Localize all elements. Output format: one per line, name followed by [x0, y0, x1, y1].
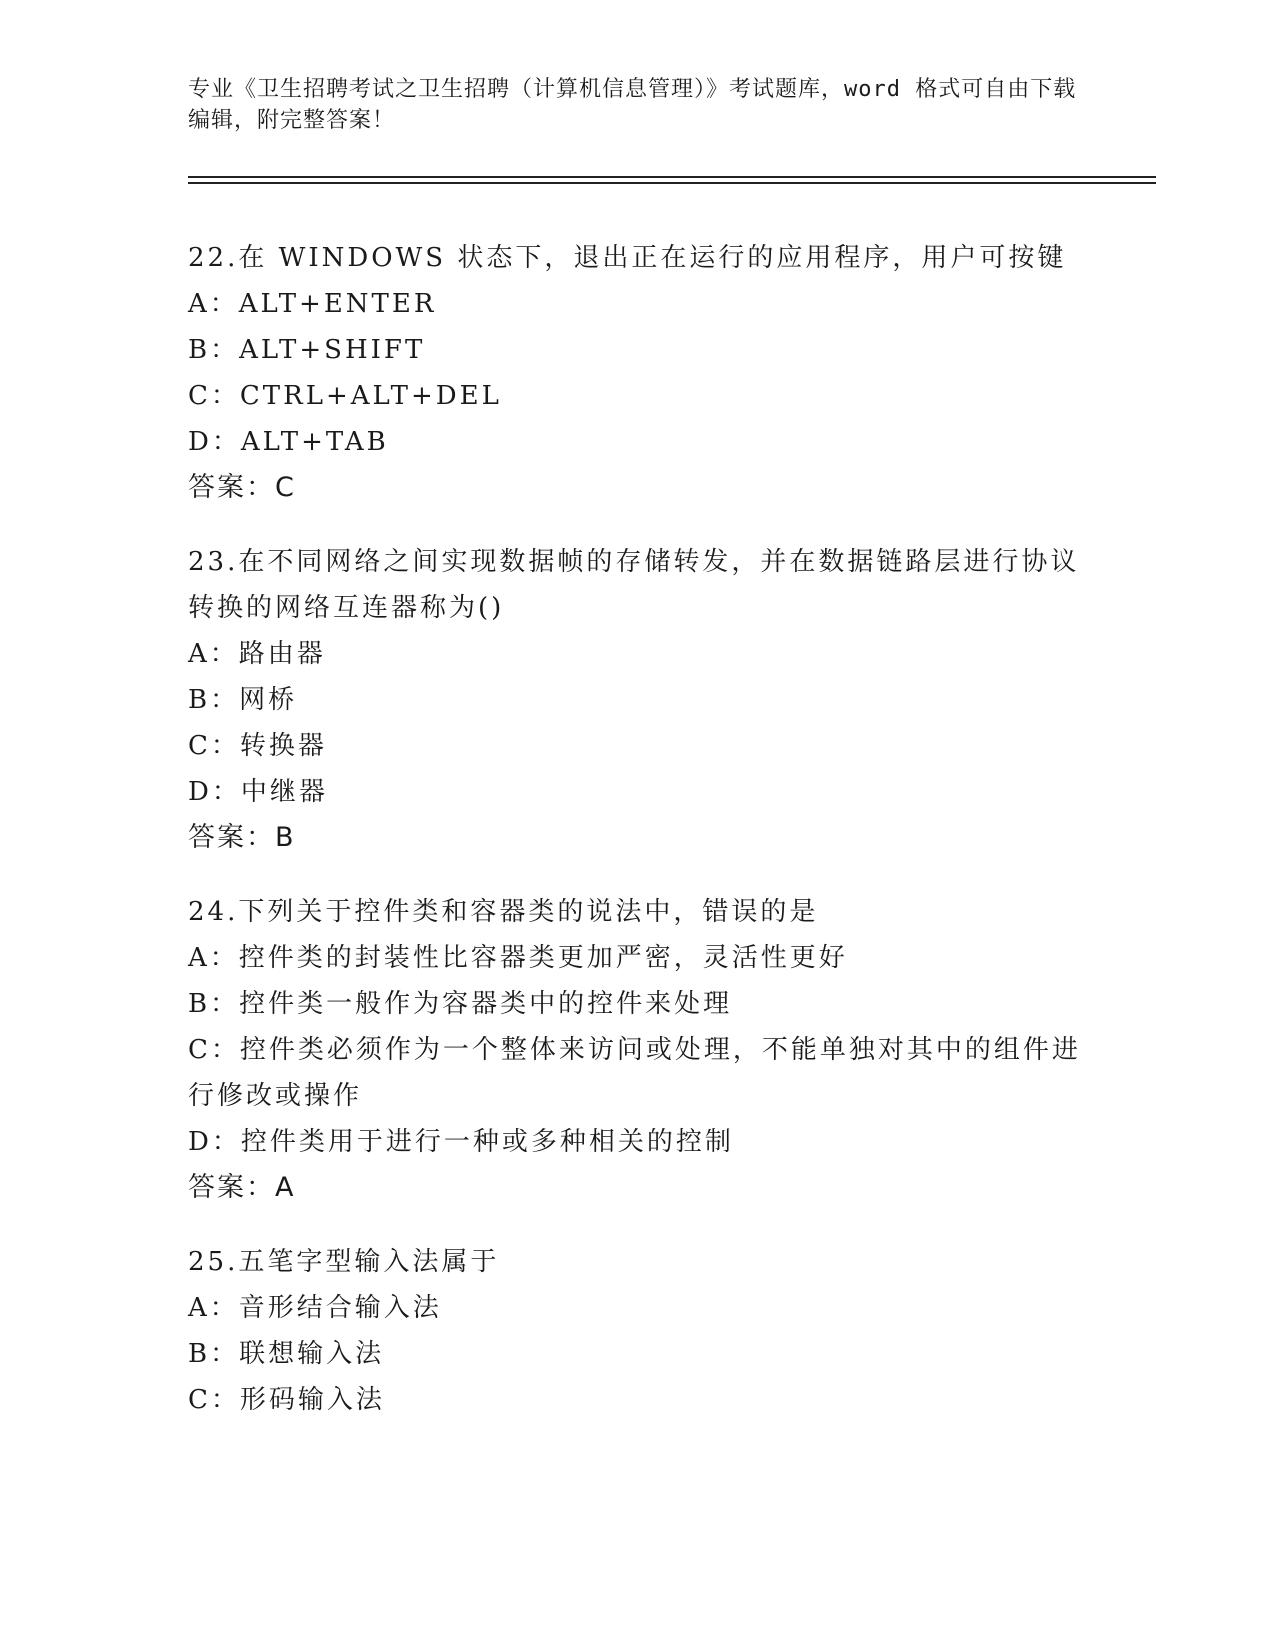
header-divider-bottom [188, 182, 1156, 184]
question-stem: 23.在不同网络之间实现数据帧的存储转发，并在数据链路层进行协议转换的网络互连器称为() [188, 547, 1080, 623]
option-a: A：控件类的封装性比容器类更加严密，灵活性更好 [188, 943, 848, 973]
header-divider-top [188, 176, 1156, 178]
answer: 答案：B [188, 822, 296, 853]
answer: 答案：C [188, 472, 296, 503]
option-d: D：ALT+TAB [188, 427, 389, 457]
option-d: D：中继器 [188, 777, 328, 807]
option-c: C：形码输入法 [188, 1385, 385, 1415]
option-d: D：控件类用于进行一种或多种相关的控制 [188, 1127, 734, 1157]
question-stem: 22.在 WINDOWS 状态下，退出正在运行的应用程序，用户可按键 [188, 243, 1067, 273]
option-b: B：联想输入法 [188, 1339, 385, 1369]
option-c: C：CTRL+ALT+DEL [188, 381, 502, 411]
option-a: A：ALT+ENTER [188, 289, 437, 319]
answer: 答案：A [188, 1172, 296, 1203]
question-25 [188, 1239, 1088, 1423]
option-a: A：音形结合输入法 [188, 1293, 442, 1323]
question-list [188, 235, 1088, 1451]
question-stem: 24.下列关于控件类和容器类的说法中，错误的是 [188, 897, 819, 927]
question-24 [188, 889, 1088, 1211]
option-b: B：ALT+SHIFT [188, 335, 426, 365]
option-b: B：控件类一般作为容器类中的控件来处理 [188, 989, 733, 1019]
question-23 [188, 539, 1088, 861]
option-c: C：转换器 [188, 731, 327, 761]
question-stem: 25.五笔字型输入法属于 [188, 1247, 500, 1277]
option-c: C：控件类必须作为一个整体来访问或处理，不能单独对其中的组件进行修改或操作 [188, 1035, 1081, 1111]
document-header: 专业《卫生招聘考试之卫生招聘（计算机信息管理）》考试题库，word 格式可自由下载编辑，附完整答案！ [188, 77, 1077, 133]
question-22 [188, 235, 1088, 511]
option-b: B：网桥 [188, 685, 298, 715]
option-a: A：路由器 [188, 639, 326, 669]
